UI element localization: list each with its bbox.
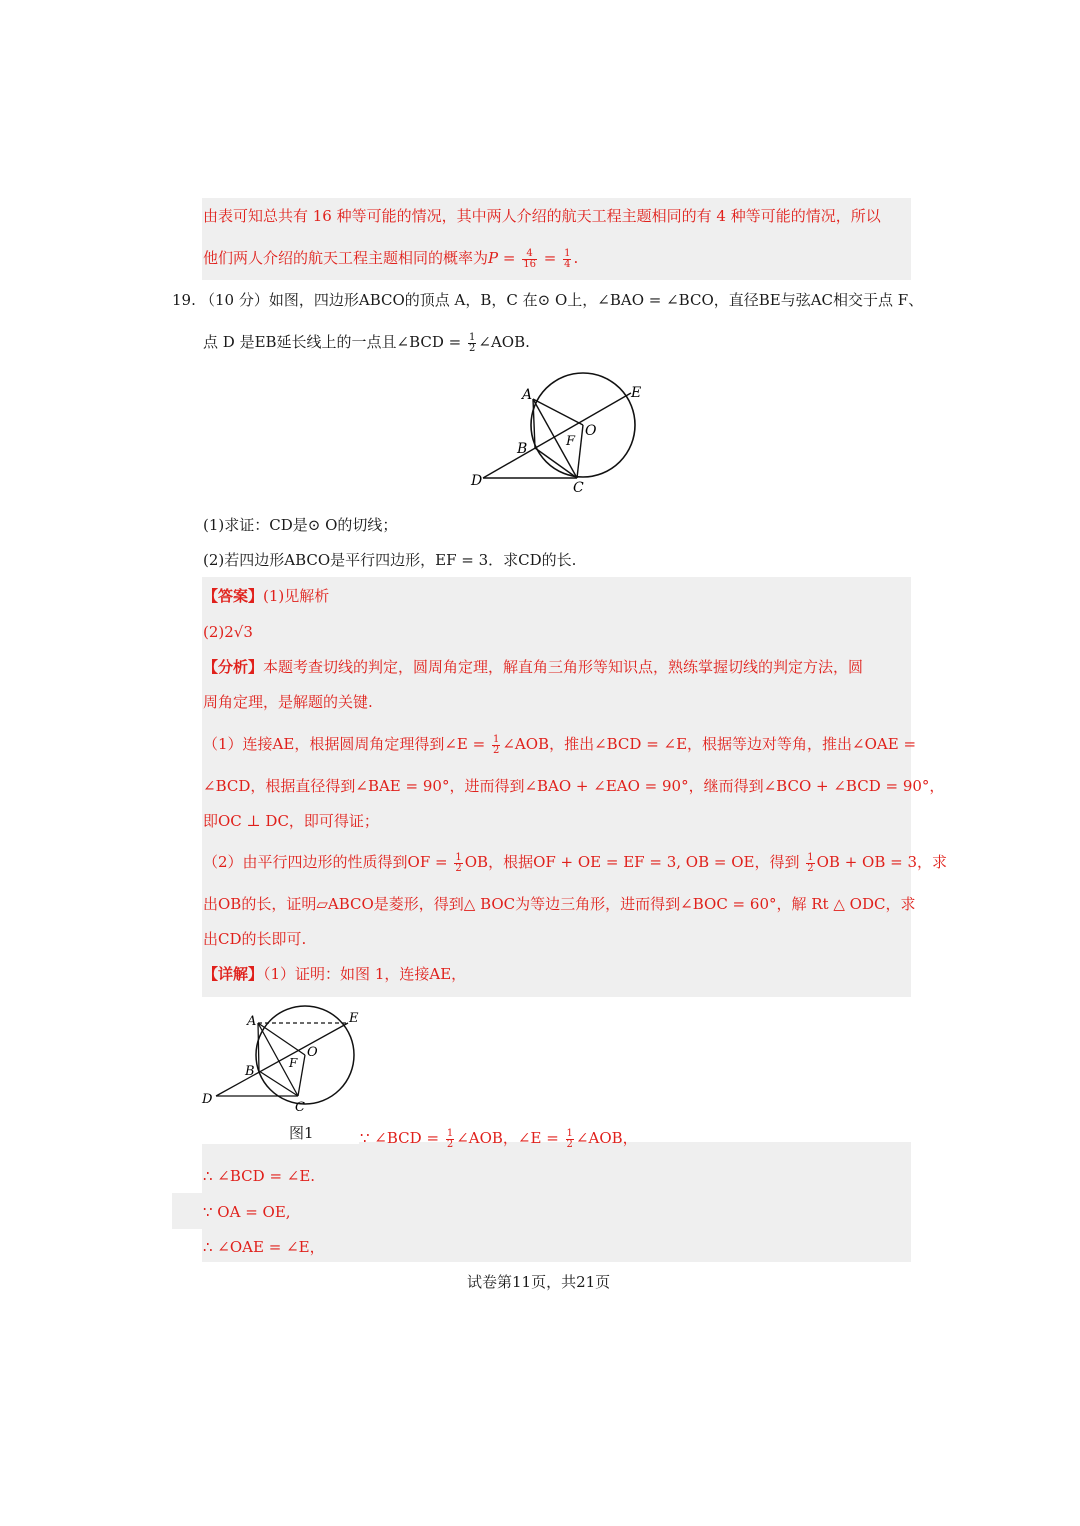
- prev-answer-line-1: 由表可知总共有 16 种等可能的情况，其中两人介绍的航天工程主题相同的有 4 种等可能的情况，所以: [203, 207, 881, 225]
- detail-step-2: ∴ ∠BCD = ∠E.: [203, 1167, 316, 1185]
- problem-number: 19.: [172, 291, 196, 309]
- question-2: (2)若四边形ABCO是平行四边形，EF = 3．求CD的长.: [203, 551, 577, 569]
- label-e: E: [349, 1011, 359, 1026]
- fraction-half: $\frac{1}{2}$: [566, 1127, 573, 1150]
- line-bc: [535, 448, 577, 478]
- fraction-half: $\frac{1}{2}$: [492, 733, 500, 756]
- detail-step-4: ∴ ∠OAE = ∠E，: [203, 1238, 325, 1256]
- label-o: O: [585, 423, 597, 439]
- analysis-line-8: 出CD的长即可.: [203, 930, 307, 948]
- fraction-half: $\frac{1}{2}$: [455, 851, 462, 874]
- label-b: B: [517, 441, 528, 457]
- problem-line-2: 点 D 是EB延长线上的一点且∠BCD = $\frac{1}{2}$ ∠AOB.: [203, 331, 530, 354]
- detail-line-1: 【详解】（1）证明：如图 1，连接AE，: [203, 965, 467, 983]
- fraction-half: $\frac{1}{2}$: [446, 1127, 454, 1150]
- line-de: [483, 393, 631, 478]
- line-ao: [258, 1023, 305, 1055]
- line-ab: [258, 1023, 259, 1071]
- probability-label: P =: [488, 249, 516, 267]
- problem-line-1: （10 分）如图，四边形ABCO的顶点 A，B，C 在⊙ O上，∠BAO = ∠BCO，直径BE与弦AC相交于点 F、: [200, 291, 924, 309]
- analysis-line-7: 出OB的长，证明▱ABCO是菱形，得到△ BOC为等边三角形，进而得到∠BOC = 60°，解 Rt △ ODC，求: [203, 895, 916, 913]
- label-e: E: [631, 385, 642, 401]
- detail-tag: 【详解】: [203, 965, 264, 983]
- answer-tag: 【答案】: [203, 587, 264, 605]
- analysis-line-2: 周角定理，是解题的关键.: [203, 693, 373, 711]
- analysis-line-5: 即OC ⊥ DC，即可得证；: [203, 812, 379, 830]
- line-oc: [577, 425, 583, 478]
- analysis-tag: 【分析】: [203, 658, 264, 676]
- label-o: O: [307, 1045, 318, 1060]
- label-c: C: [295, 1100, 305, 1115]
- label-f: F: [566, 434, 576, 449]
- detail-step-3: ∵ OA = OE,: [203, 1203, 291, 1221]
- analysis-line-4: ∠BCD，根据直径得到∠BAE = 90°，进而得到∠BAO + ∠EAO = 90°，继而得到∠BCO + ∠BCD = 90°，: [203, 777, 945, 795]
- label-a: A: [522, 387, 533, 403]
- answer-line-1: 【答案】(1)见解析: [203, 587, 330, 605]
- figure-1-caption: 图1: [289, 1124, 314, 1142]
- fraction-half: $\frac{1}{2}$: [469, 331, 476, 354]
- prev-answer-line-2: 他们两人介绍的航天工程主题相同的概率为P = $\frac{4}{16}$ = $\frac{1}{4}$ .: [203, 247, 579, 270]
- analysis-line-6: （2）由平行四边形的性质得到OF = $\frac{1}{2}$ OB，根据OF + OE = EF = 3, OB = OE，得到 $\frac{1}{2}$ OB + OB = 3，求: [203, 851, 948, 874]
- analysis-line-1: 【分析】本题考查切线的判定，圆周角定理，解直角三角形等知识点，熟练掌握切线的判定方法，圆: [203, 658, 864, 676]
- page-footer: 试卷第11页，共21页: [467, 1273, 611, 1291]
- figure-1: [200, 1005, 365, 1120]
- label-d: D: [202, 1092, 213, 1107]
- detail-step-1: ∵ ∠BCD = $\frac{1}{2}$ ∠AOB，∠E = $\frac{1}{2}$ ∠AOB，: [360, 1127, 638, 1150]
- fraction-half: $\frac{1}{2}$: [807, 851, 814, 874]
- fraction-4-16: $\frac{4}{16}$: [523, 247, 536, 270]
- fraction-1-4: $\frac{1}{4}$: [564, 247, 571, 270]
- answer-line-2: (2)2√3: [203, 623, 253, 641]
- label-c: C: [573, 480, 584, 495]
- question-1: (1)求证：CD是⊙ O的切线；: [203, 516, 398, 534]
- detail-band-left: [172, 1193, 204, 1229]
- label-a: A: [247, 1014, 257, 1029]
- line-oc: [298, 1055, 305, 1096]
- label-b: B: [245, 1064, 255, 1079]
- label-f: F: [289, 1056, 298, 1070]
- geometry-figure: [465, 365, 650, 495]
- analysis-line-3: （1）连接AE，根据圆周角定理得到∠E = $\frac{1}{2}$ ∠AOB，推出∠BCD = ∠E，根据等边对等角，推出∠OAE =: [203, 733, 917, 756]
- label-d: D: [471, 473, 483, 489]
